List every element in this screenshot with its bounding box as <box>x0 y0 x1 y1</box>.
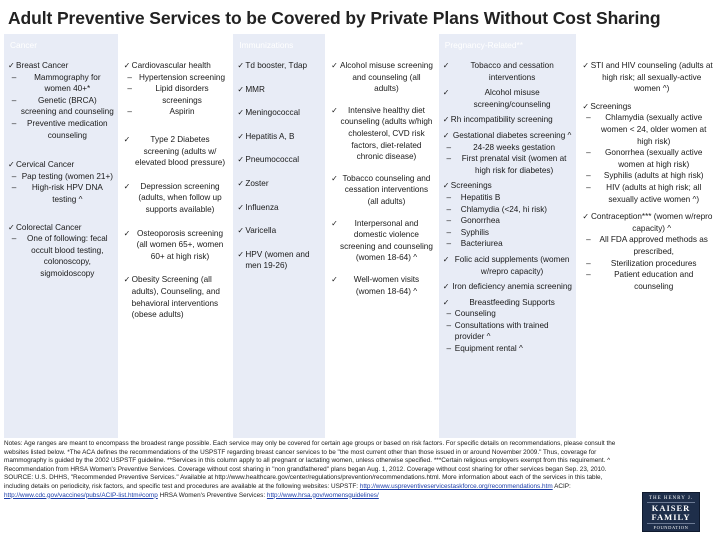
check-icon: ✓ <box>331 61 338 70</box>
check-icon: ✓ <box>331 105 338 115</box>
check-icon: ✓ <box>582 101 590 111</box>
bullet-icon: – <box>11 183 17 193</box>
header-chronic: Chronic Conditions <box>120 34 232 56</box>
list-item: Bacteriurea <box>460 239 503 249</box>
list-item: Aspirin <box>169 107 195 117</box>
pregnancy-tobacco: Tobacco and cessation interventions <box>470 61 554 82</box>
check-icon: ✓ <box>442 297 450 307</box>
list-item: Hepatitis B <box>460 192 501 202</box>
check-icon: ✓ <box>237 249 245 259</box>
check-icon: ✓ <box>442 282 450 292</box>
healthy-item: Interpersonal and domestic violence screening and counseling (women 18-64) ^ <box>340 218 433 263</box>
immunization-item: Pneumococcal <box>245 155 300 165</box>
bullet-icon: – <box>127 84 132 94</box>
check-icon: ✓ <box>442 61 450 70</box>
list-item: Syphilis (adults at high risk) <box>603 171 704 181</box>
check-icon: ✓ <box>237 226 245 236</box>
healthy-item: Tobacco counseling and cessation interventions (all adults) <box>342 173 431 206</box>
reproductive-screenings: Screenings <box>590 101 632 111</box>
uspstf-link[interactable]: http://www.uspreventiveservicestaskforce.org/recommendations.htm <box>359 482 553 490</box>
kaiser-logo <box>642 492 700 532</box>
obesity-screening: Obesity Screening (all adults), Counseling, and behavioral interventions (obese adults) <box>131 275 220 320</box>
list-item: Chlamydia (sexually active women < 24, older women at high risk) <box>601 113 707 146</box>
bullet-icon: – <box>446 142 452 152</box>
check-icon: ✓ <box>237 178 245 188</box>
header-cancer: Cancer <box>4 34 118 56</box>
source-text <box>4 474 616 500</box>
diabetes-screening: Type 2 Diabetes screening (adults w/ elevated blood pressure) <box>134 134 226 168</box>
column-cancer <box>4 56 118 438</box>
logo-line-2: KAISER <box>651 503 691 513</box>
check-icon: ✓ <box>442 254 450 264</box>
bullet-icon: – <box>446 154 452 164</box>
bullet-icon: – <box>586 182 591 192</box>
header-pregnancy: Pregnancy-Related** <box>439 34 577 56</box>
check-icon: ✓ <box>237 84 245 94</box>
check-icon: ✓ <box>442 115 450 125</box>
immunization-item: Varicella <box>245 226 277 236</box>
cardiovascular-health: Cardiovascular health <box>131 61 211 70</box>
page-title: Adult Preventive Services to be Covered by Private Plans Without Cost Sharing <box>8 8 661 28</box>
logo-line-3: FAMILY <box>651 512 691 522</box>
check-icon: ✓ <box>442 181 450 191</box>
header-immunizations: Immunizations <box>233 34 325 56</box>
osteoporosis-screening: Osteoporosis screening (all women 65+, women 60+ at high risk) <box>136 228 224 261</box>
list-item: One of following: fecal occult blood testing, colonoscopy, sigmoidoscopy <box>27 234 108 278</box>
check-icon: ✓ <box>331 274 338 284</box>
pregnancy-iron: Iron deficiency anemia screening <box>452 282 572 292</box>
list-item: Mammography for women 40+* <box>34 72 101 94</box>
list-item: Syphilis <box>460 227 490 237</box>
cervical-cancer: Cervical Cancer <box>16 160 75 170</box>
pregnancy-folic: Folic acid supplements (women w/repro capacity) <box>454 254 570 276</box>
check-icon: ✓ <box>331 173 338 183</box>
check-icon: ✓ <box>123 61 131 70</box>
column-reproductive <box>578 56 716 438</box>
check-icon: ✓ <box>582 61 590 70</box>
bullet-icon: – <box>586 258 591 268</box>
bullet-icon: – <box>586 171 591 181</box>
bullet-icon: – <box>127 72 132 82</box>
bullet-icon: – <box>11 171 17 181</box>
list-item: Chlamydia (<24, hi risk) <box>460 204 548 214</box>
check-icon: ✓ <box>123 228 131 238</box>
list-item: Genetic (BRCA) screening and counseling <box>20 95 114 117</box>
check-icon: ✓ <box>237 202 245 212</box>
notes-text: Notes: Age ranges are meant to encompass the broadest range possible. Each service may only be covered for certain age groups or based on risk factors. For specific details on recommendations, please consult the websites listed below. *The ACA defines the recommendations of the USPSTF regarding breast cancer services to be "the most current other than those issued in or around November 2009." Thus, coverage for mammography is guided by the 2002 USPSTF guideline. **Services in this column apply to all pregnant or lactating women, unless otherwise specified. ***Certain religious employers exempt from this requirement. ^ Recommendation from HRSA Women's Preventive Services. Coverage without cost sharing in "non grandfathered" plans began Aug. 1, 2012. Coverage without cost sharing for other services began Sep. 23, 2010. <box>4 440 616 473</box>
bullet-icon: – <box>446 309 452 319</box>
check-icon: ✓ <box>8 160 15 170</box>
table-header <box>4 34 716 56</box>
services-table <box>4 34 716 438</box>
check-icon: ✓ <box>123 275 131 285</box>
bullet-icon: – <box>446 344 452 354</box>
bullet-icon: – <box>446 320 452 330</box>
table-body <box>4 56 716 438</box>
reproductive-sti: STI and HIV counseling (adults at high risk; all sexually-active women ^) <box>590 61 713 94</box>
check-icon: ✓ <box>123 134 131 144</box>
footnotes <box>4 440 616 500</box>
logo-line-1: THE HENRY J. <box>648 496 694 501</box>
pregnancy-screenings: Screenings <box>450 181 492 191</box>
immunization-item: Meningococcal <box>245 108 300 118</box>
check-icon: ✓ <box>582 212 590 222</box>
bullet-icon: – <box>586 148 591 158</box>
bullet-icon: – <box>586 235 591 245</box>
list-item: Hypertension screening <box>139 72 226 82</box>
bullet-icon: – <box>446 239 452 249</box>
check-icon: ✓ <box>8 61 15 70</box>
bullet-icon: – <box>127 107 132 117</box>
pregnancy-breastfeeding: Breastfeeding Supports <box>469 297 555 307</box>
immunization-item: MMR <box>245 84 265 94</box>
check-icon: ✓ <box>442 130 450 140</box>
check-icon: ✓ <box>237 61 245 70</box>
bullet-icon: – <box>11 118 17 128</box>
header-reproductive: Reproductive Health <box>578 34 716 56</box>
check-icon: ✓ <box>237 155 245 165</box>
breast-cancer: Breast Cancer <box>16 61 69 70</box>
bullet-icon: – <box>11 95 17 105</box>
list-item: HIV (adults at high risk; all sexually active women ^) <box>606 182 702 204</box>
bullet-icon: – <box>586 113 591 123</box>
hrsa-label: HRSA Women's Preventive Services: <box>159 491 266 499</box>
column-chronic <box>120 56 232 438</box>
pregnancy-alcohol: Alcohol misuse screening/counseling <box>473 88 551 109</box>
bullet-icon: – <box>586 270 591 280</box>
list-item: Lipid disorders screenings <box>155 84 209 105</box>
check-icon: ✓ <box>237 108 245 118</box>
list-item: All FDA approved methods as prescribed, <box>599 235 708 256</box>
list-item: 24-28 weeks gestation <box>473 142 556 152</box>
check-icon: ✓ <box>442 88 450 98</box>
list-item: Gonorrhea <box>460 216 500 226</box>
header-healthy: Healthy Behaviors <box>327 34 437 56</box>
bullet-icon: – <box>446 227 452 237</box>
list-item: First prenatal visit (women at high risk for diabetes) <box>461 154 567 175</box>
colorectal-cancer: Colorectal Cancer <box>16 222 82 232</box>
bullet-icon: – <box>11 72 17 82</box>
check-icon: ✓ <box>237 131 245 141</box>
immunization-item: Influenza <box>245 202 279 212</box>
bullet-icon: – <box>11 234 17 244</box>
bullet-icon: – <box>446 216 452 226</box>
check-icon: ✓ <box>331 218 338 228</box>
depression-screening: Depression screening (adults, when follow up supports available) <box>138 181 222 214</box>
bullet-icon: – <box>446 192 452 202</box>
bullet-icon: – <box>446 204 452 214</box>
immunization-item: Zoster <box>245 178 269 188</box>
source-intro: SOURCE: U.S. DHHS, "Recommended Preventive Services." Available at http://www.healthcare.gov/center/regulations/prevention/recommendations.html. More information about each of the services in this table, including details on periodicity, risk factors, and specific test and procedures are available at the following websites: USPSTF: <box>4 474 603 490</box>
list-item: Pap testing (women 21+) <box>21 171 113 181</box>
logo-line-4: FOUNDATION <box>647 523 695 530</box>
column-healthy-behaviors <box>327 56 437 438</box>
immunization-item: Td booster, Tdap <box>245 61 308 70</box>
reproductive-contraception: Contraception*** (women w/repro capacity) ^ <box>590 212 713 233</box>
pregnancy-rh: Rh incompatibility screening <box>450 115 553 125</box>
pregnancy-gdm: Gestational diabetes screening ^ <box>452 130 572 140</box>
hrsa-link[interactable]: http://www.hrsa.gov/womensguidelines/ <box>266 491 379 499</box>
column-pregnancy <box>439 56 577 438</box>
healthy-item: Well-women visits (women 18-64) ^ <box>353 274 420 296</box>
acip-link[interactable]: http://www.cdc.gov/vaccines/pubs/ACIP-list.htm#comp <box>4 491 158 499</box>
list-item: Counseling <box>454 309 496 319</box>
check-icon: ✓ <box>8 222 15 232</box>
list-item: Gonorrhea (sexually active women at high risk) <box>605 148 703 169</box>
immunization-item: HPV (women and men 19-26) <box>245 249 310 271</box>
list-item: High-risk HPV DNA testing ^ <box>31 183 103 204</box>
healthy-item: Intensive healthy diet counseling (adults w/high cholesterol, CVD risk factors, diet-related chronic disease) <box>340 105 433 162</box>
check-icon: ✓ <box>123 181 131 191</box>
healthy-item: Alcohol misuse screening and counseling (all adults) <box>340 61 433 94</box>
list-item: Preventive medication counseling <box>27 118 108 140</box>
list-item: Equipment rental ^ <box>454 344 523 354</box>
column-immunizations <box>233 56 325 438</box>
list-item: Sterilization procedures <box>610 258 697 268</box>
list-item: Patient education and counseling <box>614 270 694 291</box>
immunization-item: Hepatitis A, B <box>245 131 295 141</box>
list-item: Consultations with trained provider ^ <box>454 320 549 342</box>
acip-label: ACIP: <box>554 482 571 490</box>
